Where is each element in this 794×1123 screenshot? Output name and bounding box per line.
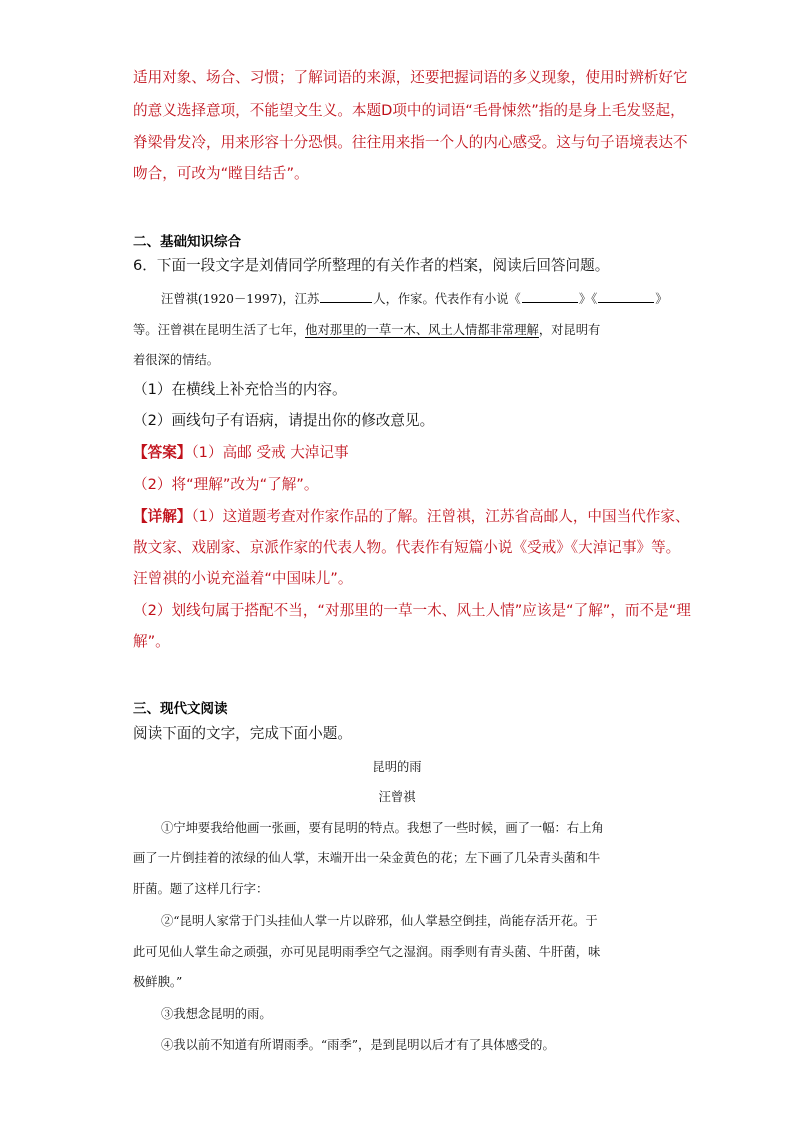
answer-tag: 【答案】 xyxy=(133,444,192,461)
detail-line: 汪曾祺的小说充溢着“中国味儿”。 xyxy=(133,570,353,587)
section-heading: 二、基础知识综合 xyxy=(133,234,241,250)
explanation-line: 脊梁骨发冷，用来形容十分恐惧。往往用来指一个人的内心感受。这与句子语境表达不 xyxy=(133,134,688,151)
passage-line: 着很深的情结。 xyxy=(133,353,220,367)
explanation-line: 适用对象、场合、习惯；了解词语的来源，还要把握词语的多义现象，使用时辨析好它 xyxy=(133,69,688,86)
article-paragraph: 画了一片倒挂着的浓绿的仙人掌，末端开出一朵金黄色的花；左下画了几朵青头菌和牛 xyxy=(133,851,601,865)
article-author: 汪曾祺 xyxy=(378,790,416,804)
article-paragraph: ①宁坤要我给他画一张画，要有昆明的特点。我想了一些时候，画了一幅：右上角 xyxy=(161,821,604,835)
detail-line: 【详解】（1）这道题考查对作家作品的了解。汪曾祺，江苏省高邮人，中国当代作家、 xyxy=(133,508,690,525)
underlined-sentence: 他对那里的一草一木、风土人情都非常理解 xyxy=(305,323,539,337)
passage-line: 等。汪曾祺在昆明生活了七年，他对那里的一草一木、风土人情都非常理解，对昆明有 xyxy=(133,323,601,337)
passage-line: 汪曾祺(1920－1997)，江苏 人，作家。代表作有小说《 》《 》 xyxy=(161,292,668,306)
article-paragraph: ②“昆明人家常于门头挂仙人掌一片以辟邪，仙人掌悬空倒挂，尚能存活开花。于 xyxy=(161,914,598,928)
question-stem: 6．下面一段文字是刘倩同学所整理的有关作者的档案，阅读后回答问题。 xyxy=(133,257,610,274)
answer-line: 【答案】（1）高邮 受戒 大淖记事 xyxy=(133,444,349,461)
detail-line: 散文家、戏剧家、京派作家的代表人物。代表作有短篇小说《受戒》《大淖记事》等。 xyxy=(133,539,681,556)
article-title: 昆明的雨 xyxy=(372,760,422,774)
sub-question-1: （1）在横线上补充恰当的内容。 xyxy=(133,381,347,398)
article-paragraph: ④我以前不知道有所谓雨季。“雨季”，是到昆明以后才有了具体感受的。 xyxy=(161,1038,555,1052)
detail-line: （2）划线句属于搭配不当，“对那里的一草一木、风土人情”应该是“了解”，而不是“理 xyxy=(133,602,691,619)
answer-line: （2）将“理解”改为“了解”。 xyxy=(133,476,319,493)
article-paragraph: 此可见仙人掌生命之顽强，亦可见昆明雨季空气之湿润。雨季则有青头菌、牛肝菌，味 xyxy=(133,945,601,959)
fill-blank-1 xyxy=(320,291,372,303)
article-paragraph: 肝菌。题了这样几行字： xyxy=(133,882,269,896)
fill-blank-2 xyxy=(522,291,578,303)
reading-instruction: 阅读下面的文字，完成下面小题。 xyxy=(133,725,352,742)
explanation-line: 吻合，可改为“瞠目结舌”。 xyxy=(133,165,309,182)
section-heading: 三、现代文阅读 xyxy=(133,701,228,717)
detail-tag: 【详解】 xyxy=(133,508,192,525)
fill-blank-3 xyxy=(598,291,654,303)
sub-question-2: （2）画线句子有语病，请提出你的修改意见。 xyxy=(133,412,435,429)
detail-line: 解”。 xyxy=(133,633,170,650)
article-paragraph: ③我想念昆明的雨。 xyxy=(161,1007,272,1021)
article-paragraph: 极鲜腴。” xyxy=(133,975,183,989)
explanation-line: 的意义选择意项，不能望文生义。本题D项中的词语“毛骨悚然”指的是身上毛发竖起， xyxy=(133,102,685,119)
